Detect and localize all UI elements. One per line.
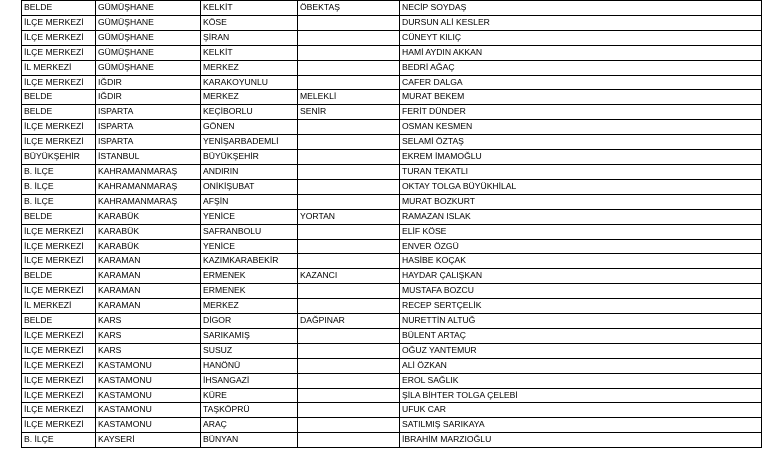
table-row [22, 388, 762, 403]
table-row [22, 1, 762, 16]
type-cell: İL MERKEZİ [22, 299, 96, 314]
table-row [22, 373, 762, 388]
type-cell: BÜYÜKŞEHİR [22, 150, 96, 165]
district-cell: YENİCE [201, 239, 298, 254]
district-cell: DİGOR [201, 314, 298, 329]
town-cell [298, 254, 400, 269]
candidate-cell: ŞİLA BİHTER TOLGA ÇELEBİ [400, 388, 762, 403]
town-cell [298, 373, 400, 388]
candidate-cell: UFUK CAR [400, 403, 762, 418]
province-cell: IĞDIR [96, 90, 201, 105]
candidate-cell: OKTAY TOLGA BÜYÜKHİLAL [400, 179, 762, 194]
table-row [22, 299, 762, 314]
province-cell: IĞDIR [96, 75, 201, 90]
town-cell: MELEKLİ [298, 90, 400, 105]
province-cell: KARAMAN [96, 299, 201, 314]
type-cell: İLÇE MERKEZİ [22, 284, 96, 299]
district-cell: YENİCE [201, 209, 298, 224]
province-cell: KARS [96, 328, 201, 343]
table-row [22, 358, 762, 373]
table-row [22, 179, 762, 194]
table-row [22, 30, 762, 45]
type-cell: B. İLÇE [22, 433, 96, 448]
province-cell: ISPARTA [96, 135, 201, 150]
district-cell: İHSANGAZİ [201, 373, 298, 388]
candidate-cell: İBRAHİM MARZIOĞLU [400, 433, 762, 448]
district-cell: KÜRE [201, 388, 298, 403]
table-row [22, 239, 762, 254]
type-cell: İLÇE MERKEZİ [22, 135, 96, 150]
table-row [22, 164, 762, 179]
type-cell: BELDE [22, 105, 96, 120]
town-cell [298, 299, 400, 314]
candidate-cell: SELAMİ ÖZTAŞ [400, 135, 762, 150]
town-cell [298, 284, 400, 299]
district-cell: KELKİT [201, 1, 298, 16]
town-cell: ÖBEKTAŞ [298, 1, 400, 16]
table-row [22, 90, 762, 105]
province-cell: KASTAMONU [96, 373, 201, 388]
candidate-cell: DURSUN ALİ KESLER [400, 15, 762, 30]
district-cell: ONİKİŞUBAT [201, 179, 298, 194]
town-cell [298, 179, 400, 194]
table-row [22, 75, 762, 90]
candidate-cell: MURAT BEKEM [400, 90, 762, 105]
type-cell: İLÇE MERKEZİ [22, 388, 96, 403]
candidate-cell: ALİ ÖZKAN [400, 358, 762, 373]
district-cell: MERKEZ [201, 90, 298, 105]
candidate-cell: CÜNEYT KILIÇ [400, 30, 762, 45]
province-cell: KASTAMONU [96, 418, 201, 433]
province-cell: GÜMÜŞHANE [96, 45, 201, 60]
type-cell: BELDE [22, 314, 96, 329]
town-cell: SENİR [298, 105, 400, 120]
table-row [22, 269, 762, 284]
town-cell: DAĞPINAR [298, 314, 400, 329]
candidate-cell: RAMAZAN ISLAK [400, 209, 762, 224]
town-cell [298, 45, 400, 60]
province-cell: KARABÜK [96, 224, 201, 239]
type-cell: İLÇE MERKEZİ [22, 418, 96, 433]
candidates-table [21, 0, 762, 448]
candidate-cell: FERİT DÜNDER [400, 105, 762, 120]
type-cell: İLÇE MERKEZİ [22, 15, 96, 30]
district-cell: GÖNEN [201, 120, 298, 135]
table-row [22, 403, 762, 418]
district-cell: MERKEZ [201, 60, 298, 75]
table-row [22, 209, 762, 224]
table-row [22, 60, 762, 75]
candidate-cell: EROL SAĞLIK [400, 373, 762, 388]
table-row [22, 314, 762, 329]
type-cell: İLÇE MERKEZİ [22, 45, 96, 60]
province-cell: KAYSERİ [96, 433, 201, 448]
district-cell: KELKİT [201, 45, 298, 60]
candidate-cell: OSMAN KESMEN [400, 120, 762, 135]
district-cell: BÜNYAN [201, 433, 298, 448]
table-row [22, 418, 762, 433]
district-cell: SARIKAMIŞ [201, 328, 298, 343]
type-cell: İLÇE MERKEZİ [22, 75, 96, 90]
candidate-cell: SATILMIŞ SARIKAYA [400, 418, 762, 433]
province-cell: ISPARTA [96, 105, 201, 120]
district-cell: ERMENEK [201, 269, 298, 284]
province-cell: KARAMAN [96, 269, 201, 284]
table-row [22, 224, 762, 239]
province-cell: KARAMAN [96, 284, 201, 299]
table-row [22, 135, 762, 150]
province-cell: KAHRAMANMARAŞ [96, 179, 201, 194]
province-cell: KASTAMONU [96, 358, 201, 373]
town-cell: KAZANCI [298, 269, 400, 284]
province-cell: GÜMÜŞHANE [96, 15, 201, 30]
district-cell: KAZIMKARABEKİR [201, 254, 298, 269]
district-cell: SUSUZ [201, 343, 298, 358]
town-cell [298, 358, 400, 373]
district-cell: KARAKOYUNLU [201, 75, 298, 90]
town-cell [298, 164, 400, 179]
candidate-cell: BÜLENT ARTAÇ [400, 328, 762, 343]
town-cell [298, 120, 400, 135]
table-row [22, 433, 762, 448]
town-cell: YORTAN [298, 209, 400, 224]
town-cell [298, 30, 400, 45]
table-row [22, 284, 762, 299]
candidate-cell: HAYDAR ÇALIŞKAN [400, 269, 762, 284]
province-cell: KASTAMONU [96, 403, 201, 418]
town-cell [298, 194, 400, 209]
town-cell [298, 388, 400, 403]
town-cell [298, 418, 400, 433]
type-cell: İLÇE MERKEZİ [22, 373, 96, 388]
province-cell: GÜMÜŞHANE [96, 30, 201, 45]
province-cell: KASTAMONU [96, 388, 201, 403]
town-cell [298, 328, 400, 343]
province-cell: KARABÜK [96, 239, 201, 254]
province-cell: KARABÜK [96, 209, 201, 224]
town-cell [298, 239, 400, 254]
district-cell: AFŞİN [201, 194, 298, 209]
type-cell: İL MERKEZİ [22, 60, 96, 75]
candidate-cell: NECİP SOYDAŞ [400, 1, 762, 16]
district-cell: MERKEZ [201, 299, 298, 314]
table-row [22, 45, 762, 60]
type-cell: BELDE [22, 209, 96, 224]
province-cell: ISPARTA [96, 120, 201, 135]
town-cell [298, 403, 400, 418]
district-cell: SAFRANBOLU [201, 224, 298, 239]
table-row [22, 150, 762, 165]
candidate-cell: TURAN TEKATLI [400, 164, 762, 179]
province-cell: KAHRAMANMARAŞ [96, 194, 201, 209]
district-cell: YENİŞARBADEMLİ [201, 135, 298, 150]
district-cell: KÖSE [201, 15, 298, 30]
candidate-cell: BEDRİ AĞAÇ [400, 60, 762, 75]
district-cell: ANDIRIN [201, 164, 298, 179]
type-cell: İLÇE MERKEZİ [22, 30, 96, 45]
candidate-cell: ELİF KÖSE [400, 224, 762, 239]
table-body [22, 1, 762, 448]
town-cell [298, 150, 400, 165]
district-cell: TAŞKÖPRÜ [201, 403, 298, 418]
type-cell: İLÇE MERKEZİ [22, 358, 96, 373]
town-cell [298, 75, 400, 90]
province-cell: GÜMÜŞHANE [96, 60, 201, 75]
type-cell: İLÇE MERKEZİ [22, 224, 96, 239]
type-cell: İLÇE MERKEZİ [22, 239, 96, 254]
candidate-cell: HASİBE KOÇAK [400, 254, 762, 269]
province-cell: GÜMÜŞHANE [96, 1, 201, 16]
district-cell: ARAÇ [201, 418, 298, 433]
type-cell: İLÇE MERKEZİ [22, 343, 96, 358]
type-cell: İLÇE MERKEZİ [22, 254, 96, 269]
province-cell: KAHRAMANMARAŞ [96, 164, 201, 179]
candidate-cell: NURETTİN ALTUĞ [400, 314, 762, 329]
type-cell: B. İLÇE [22, 164, 96, 179]
town-cell [298, 343, 400, 358]
candidate-cell: MUSTAFA BOZCU [400, 284, 762, 299]
table-row [22, 105, 762, 120]
table-row [22, 254, 762, 269]
town-cell [298, 15, 400, 30]
province-cell: KARS [96, 343, 201, 358]
candidate-cell: CAFER DALGA [400, 75, 762, 90]
table-row [22, 194, 762, 209]
type-cell: BELDE [22, 269, 96, 284]
candidate-cell: OĞUZ YANTEMUR [400, 343, 762, 358]
province-cell: İSTANBUL [96, 150, 201, 165]
candidate-cell: MURAT BOZKURT [400, 194, 762, 209]
candidate-cell: EKREM İMAMOĞLU [400, 150, 762, 165]
candidate-cell: HAMİ AYDIN AKKAN [400, 45, 762, 60]
candidate-cell: ENVER ÖZGÜ [400, 239, 762, 254]
town-cell [298, 433, 400, 448]
town-cell [298, 224, 400, 239]
town-cell [298, 60, 400, 75]
table-row [22, 343, 762, 358]
district-cell: KEÇİBORLU [201, 105, 298, 120]
district-cell: ERMENEK [201, 284, 298, 299]
district-cell: HANÖNÜ [201, 358, 298, 373]
town-cell [298, 135, 400, 150]
candidate-cell: RECEP SERTÇELİK [400, 299, 762, 314]
type-cell: B. İLÇE [22, 194, 96, 209]
type-cell: İLÇE MERKEZİ [22, 403, 96, 418]
type-cell: İLÇE MERKEZİ [22, 328, 96, 343]
table-row [22, 328, 762, 343]
type-cell: BELDE [22, 1, 96, 16]
district-cell: ŞİRAN [201, 30, 298, 45]
type-cell: İLÇE MERKEZİ [22, 120, 96, 135]
table-row [22, 120, 762, 135]
type-cell: B. İLÇE [22, 179, 96, 194]
province-cell: KARAMAN [96, 254, 201, 269]
province-cell: KARS [96, 314, 201, 329]
table-row [22, 15, 762, 30]
district-cell: BÜYÜKŞEHİR [201, 150, 298, 165]
type-cell: BELDE [22, 90, 96, 105]
